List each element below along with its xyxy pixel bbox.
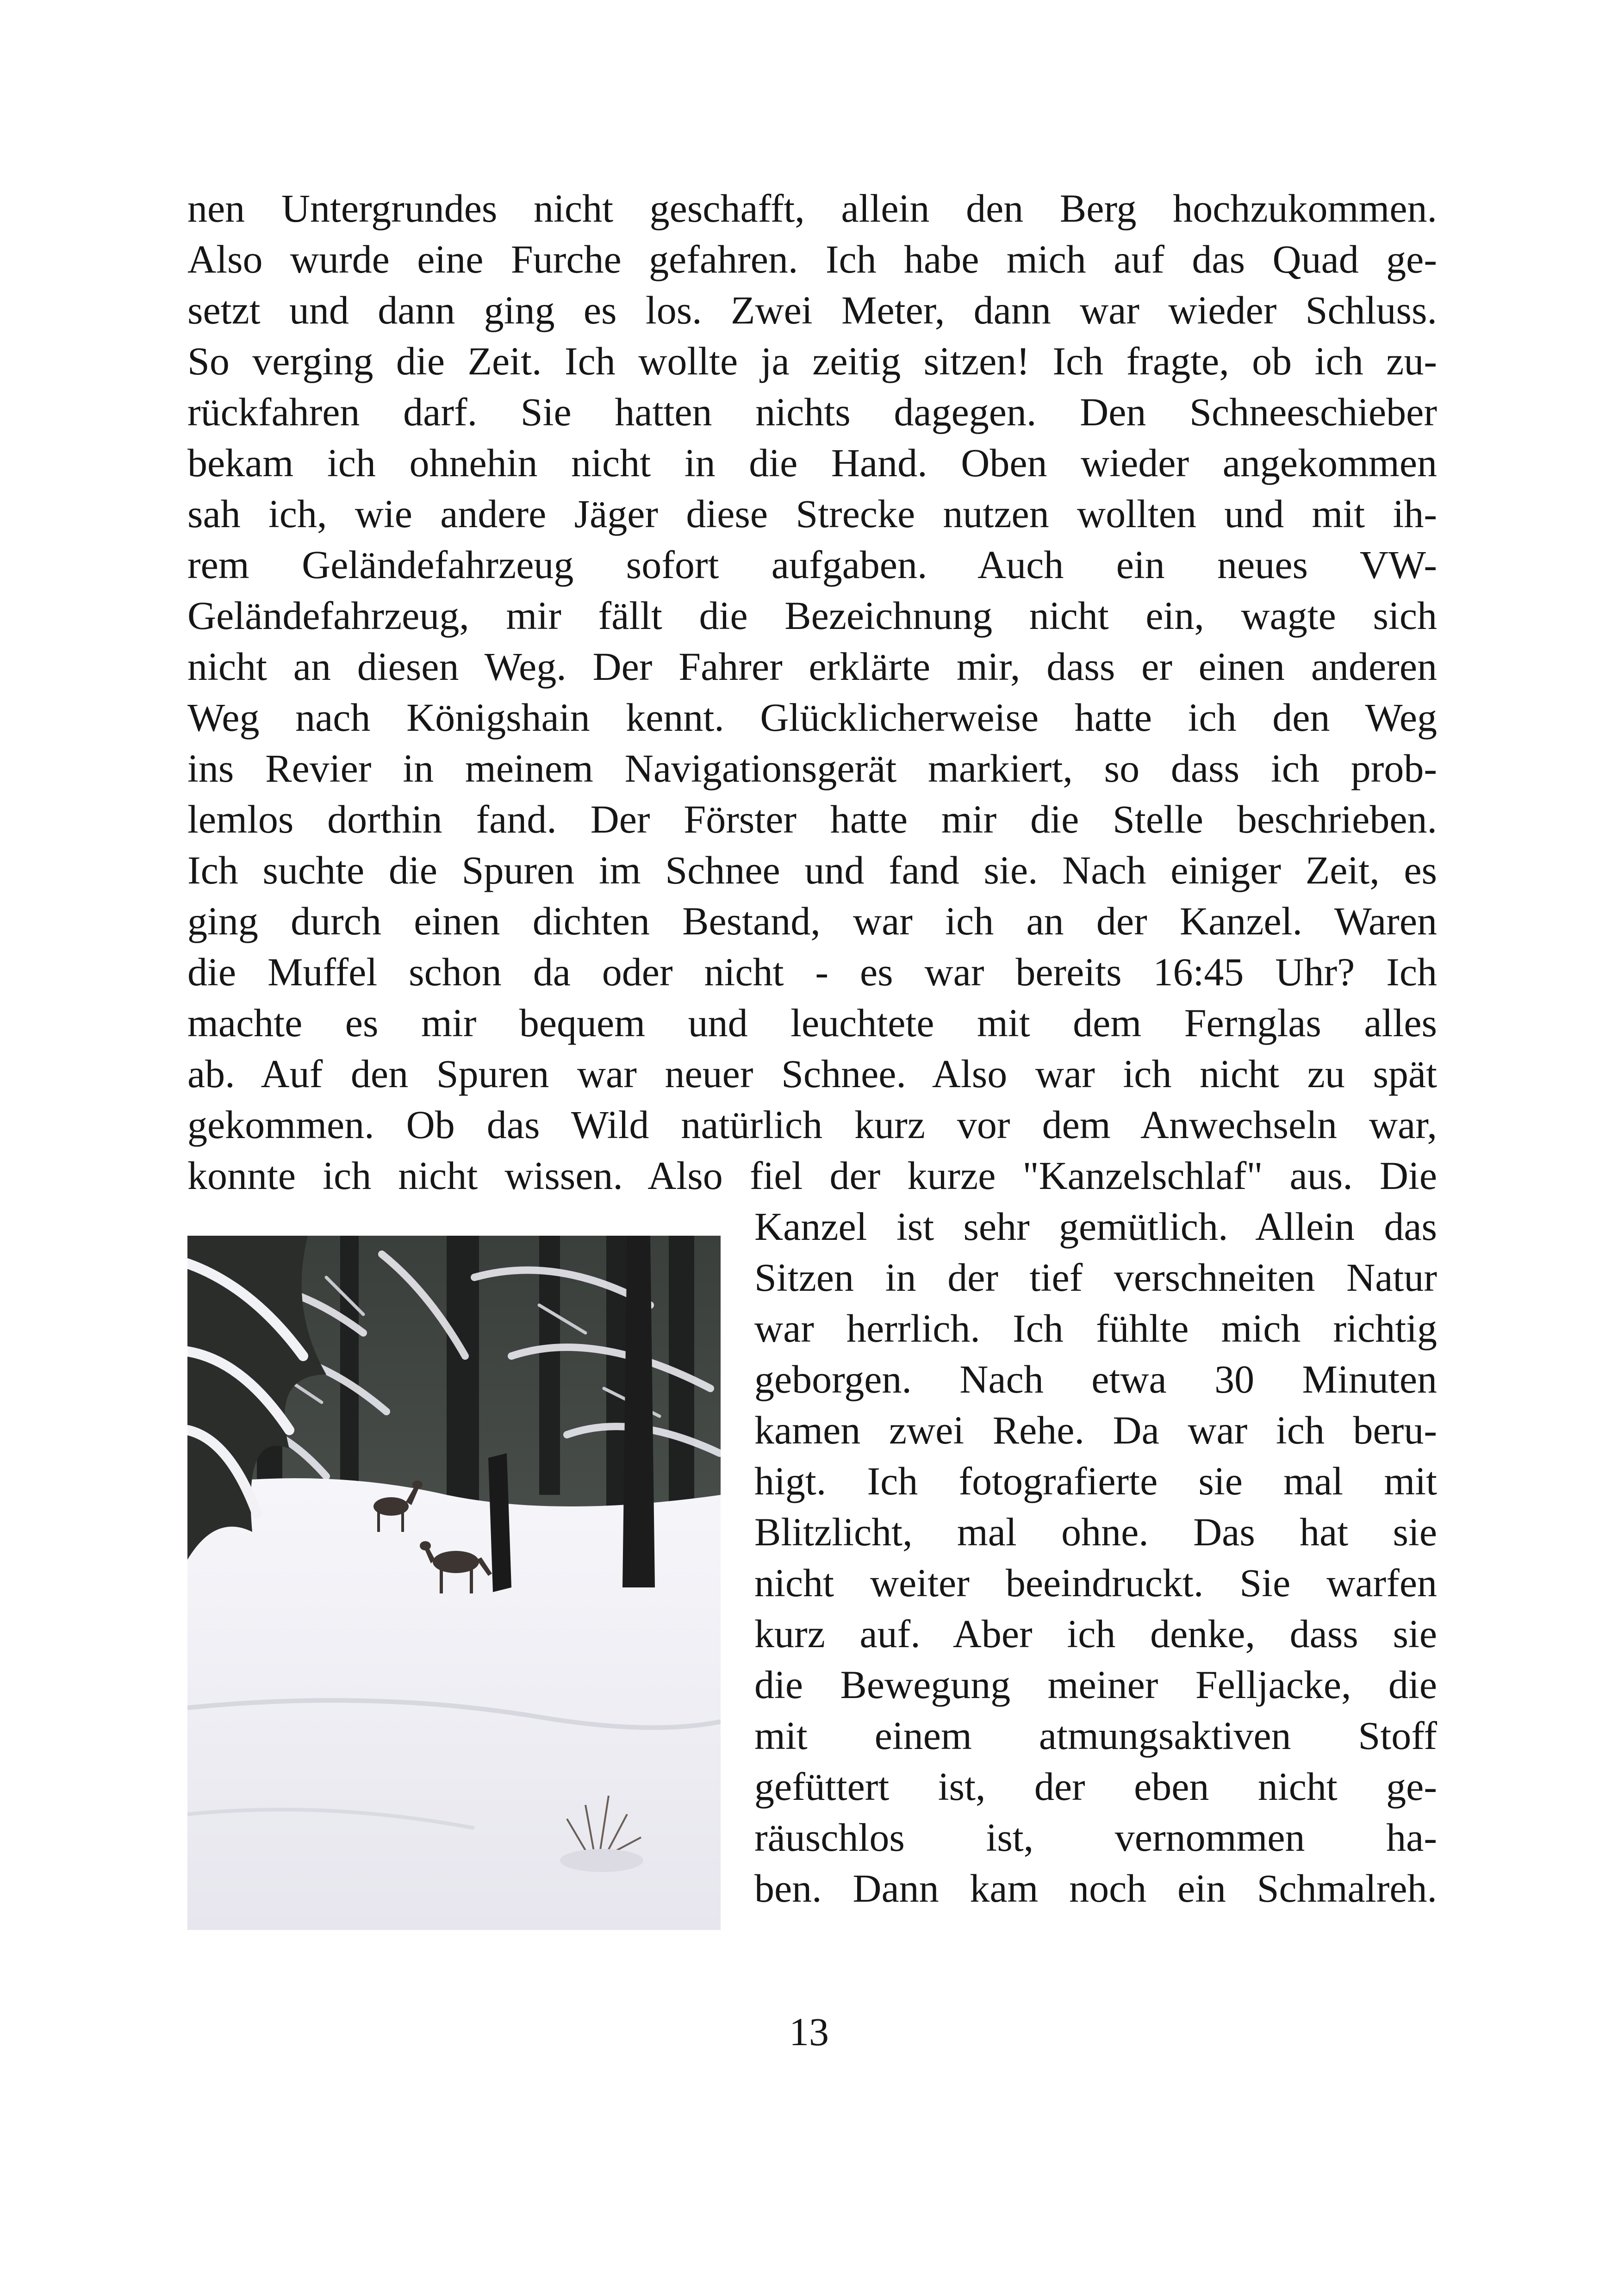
text-line: ging durch einen dichten Bestand, war ich an der Kanzel. Waren [187, 899, 1437, 943]
text-line: rückfahren darf. Sie hatten nichts dagegen. Den Schneeschieber [187, 390, 1437, 434]
text-line: Weg nach Königshain kennt. Glücklicherweise hatte ich den Weg [187, 695, 1437, 740]
text-line: die Muffel schon da oder nicht - es war bereits 16:45 Uhr? Ich [187, 950, 1437, 994]
text-line: gekommen. Ob das Wild natürlich kurz vor dem Anwechseln war, [187, 1102, 1437, 1147]
photo-deer-in-snowy-forest [187, 1236, 721, 1930]
text-line: räuschlos ist, vernommen ha- [754, 1815, 1437, 1860]
text-line: setzt und dann ging es los. Zwei Meter, dann war wieder Schluss. [187, 288, 1437, 332]
text-line: nen Untergrundes nicht geschafft, allein den Berg hochzukommen. [187, 186, 1437, 230]
text-line: Also wurde eine Furche gefahren. Ich habe mich auf das Quad ge- [187, 237, 1437, 281]
text-line: Blitzlicht, mal ohne. Das hat sie [754, 1510, 1437, 1554]
text-line: bekam ich ohnehin nicht in die Hand. Oben wieder angekommen [187, 441, 1437, 485]
text-line: ins Revier in meinem Navigationsgerät markiert, so dass ich prob- [187, 746, 1437, 790]
text-line: sah ich, wie andere Jäger diese Strecke nutzen wollten und mit ih- [187, 492, 1437, 536]
text-line: konnte ich nicht wissen. Also fiel der kurze "Kanzelschlaf" aus. Die [187, 1153, 1437, 1198]
text-line: So verging die Zeit. Ich wollte ja zeitig sitzen! Ich fragte, ob ich zu- [187, 339, 1437, 383]
text-line: mit einem atmungsaktiven Stoff [754, 1713, 1437, 1758]
text-line: gefüttert ist, der eben nicht ge- [754, 1764, 1437, 1809]
text-line: war herrlich. Ich fühlte mich richtig [754, 1306, 1437, 1350]
text-line: kurz auf. Aber ich denke, dass sie [754, 1612, 1437, 1656]
page-number: 13 [789, 2010, 829, 2054]
text-line: geborgen. Nach etwa 30 Minuten [754, 1357, 1437, 1401]
text-line: Ich suchte die Spuren im Schnee und fand sie. Nach einiger Zeit, es [187, 848, 1437, 892]
text-line: ben. Dann kam noch ein Schmalreh. [754, 1866, 1437, 1910]
text-line: Kanzel ist sehr gemütlich. Allein das [754, 1204, 1437, 1249]
text-line: die Bewegung meiner Felljacke, die [754, 1662, 1437, 1707]
text-line: Geländefahrzeug, mir fällt die Bezeichnung nicht ein, wagte sich [187, 593, 1437, 638]
text-line: Sitzen in der tief verschneiten Natur [754, 1255, 1437, 1300]
text-line: rem Geländefahrzeug sofort aufgaben. Auch ein neues VW- [187, 542, 1437, 587]
text-line: machte es mir bequem und leuchtete mit dem Fernglas alles [187, 1001, 1437, 1045]
text-line: ab. Auf den Spuren war neuer Schnee. Also war ich nicht zu spät [187, 1052, 1437, 1096]
text-line: nicht weiter beeindruckt. Sie warfen [754, 1561, 1437, 1605]
text-line: kamen zwei Rehe. Da war ich beru- [754, 1408, 1437, 1452]
text-line: lemlos dorthin fand. Der Förster hatte mir die Stelle beschrieben. [187, 797, 1437, 841]
text-line: nicht an diesen Weg. Der Fahrer erklärte mir, dass er einen anderen [187, 644, 1437, 689]
text-line: higt. Ich fotografierte sie mal mit [754, 1459, 1437, 1503]
